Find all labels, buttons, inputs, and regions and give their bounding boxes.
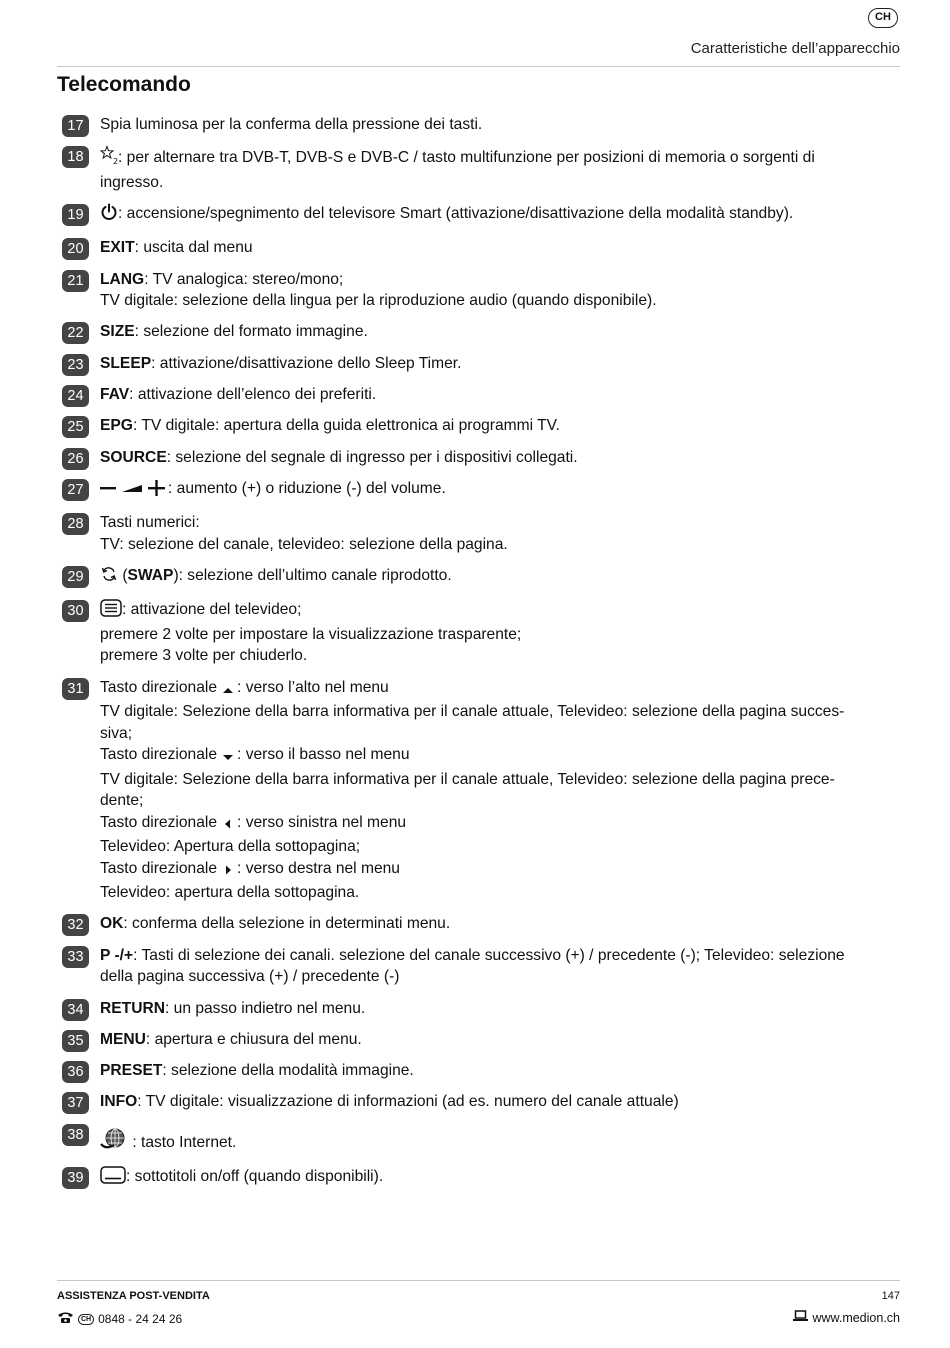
star-2-icon [100,145,118,172]
item-line [100,913,902,935]
item-text: TV digitale: Selezione della barra informativa per il canale attuale, Televideo: selezione della pagina prece- [100,770,835,788]
item-line [100,790,902,812]
item-line [100,677,902,702]
item-key-label: EXIT [100,239,135,257]
list-item [62,269,902,312]
list-item [62,565,902,590]
item-key-label: P -/+ [100,946,134,964]
list-item [62,415,902,437]
item-text: : un passo indietro nel menu. [164,999,366,1017]
item-text: premere 2 volte per impostare la visualizzazione trasparente; [100,625,522,643]
item-text: TV digitale: Selezione della barra informativa per il canale attuale, Televideo: selezione della pagina succes- [100,703,845,721]
item-number-badge: 26 [62,448,89,470]
item-number-badge: 32 [62,914,89,936]
item-line [100,321,902,343]
website [793,1310,900,1325]
item-key-label: SOURCE [100,448,167,466]
item-text: Tasto direzionale [100,678,218,696]
volume-icon [100,480,168,503]
item-text: ): selezione dell’ultimo canale riprodotto. [173,567,452,585]
item-text: Televideo: Apertura della sottopagina; [100,838,361,856]
footer-divider [57,1280,900,1281]
item-text: : selezione del segnale di ingresso per i dispositivi collegati. [166,448,578,466]
item-text: TV digitale: selezione della lingua per la riproduzione audio (quando disponibile). [100,292,657,310]
item-number-badge: 36 [62,1061,89,1083]
item-text: della pagina successiva (+) / precedente (-) [100,968,400,986]
website-link[interactable]: www.medion.ch [812,1310,900,1325]
item-text: TV: selezione del canale, televideo: selezione della pagina. [100,535,508,553]
list-item [62,114,902,136]
item-line [100,836,902,858]
list-item [62,1166,902,1191]
header-title: Caratteristiche dell’apparecchio [690,40,900,57]
item-key-label: LANG [100,270,145,288]
item-text: : sottotitoli on/off (quando disponibili). [126,1168,384,1186]
item-line [100,744,902,769]
item-number-badge: 18 [62,146,89,168]
item-number-badge: 19 [62,204,89,226]
item-text: dente; [100,792,144,810]
item-key-label: SLEEP [100,354,152,372]
subtitle-icon [100,1166,126,1191]
item-text: : selezione del formato immagine. [134,323,368,341]
service-phone [57,1311,182,1327]
list-item [62,998,902,1020]
item-key-label: RETURN [100,999,165,1017]
list-item [62,913,902,935]
item-line [100,534,902,556]
teletext-icon [100,599,122,624]
header-divider [57,66,900,67]
item-number-badge: 34 [62,999,89,1021]
item-key-label: INFO [100,1093,138,1111]
list-item [62,512,902,555]
item-line [100,701,902,723]
item-line [100,1091,902,1113]
item-text: siva; [100,724,133,742]
item-text: Tasti numerici: [100,514,200,532]
list-item [62,447,902,469]
arrow-up-icon [221,680,235,702]
item-number-badge: 31 [62,678,89,700]
item-line [100,290,902,312]
item-line [100,945,902,967]
item-key-label: MENU [100,1030,146,1048]
list-item [62,145,902,193]
item-line [100,998,902,1020]
item-number-badge: 27 [62,479,89,501]
item-text: premere 3 volte per chiuderlo. [100,647,308,665]
laptop-icon [793,1310,808,1325]
phone-country-badge: CH [78,1314,94,1325]
item-line [100,812,902,837]
item-key-label: FAV [100,386,130,404]
item-text: ingresso. [100,173,164,191]
item-number-badge: 25 [62,416,89,438]
item-key-label: PRESET [100,1062,163,1080]
item-text: : apertura e chiusura del menu. [145,1030,362,1048]
item-text: : attivazione del televideo; [122,601,302,619]
item-text: : TV analogica: stereo/mono; [144,270,344,288]
item-key-label: EPG [100,417,133,435]
arrow-right-icon [221,861,235,883]
item-text: : per alternare tra DVB-T, DVB-S e DVB-C / tasto multifunzione per posizioni di memoria o sorgenti di [118,149,815,167]
item-number-badge: 23 [62,354,89,376]
item-line [100,447,902,469]
remote-control-list [62,114,902,1200]
list-item [62,203,902,228]
item-text: : Tasti di selezione dei canali. selezione del canale successivo (+) / precedente (-); Televideo: selezione [133,946,845,964]
list-item [62,945,902,988]
item-line [100,1166,902,1191]
item-number-badge: 17 [62,115,89,137]
item-number-badge: 24 [62,385,89,407]
country-badge: CH [868,8,898,28]
arrow-down-icon [221,747,235,769]
telephone-icon [57,1311,74,1327]
item-line [100,478,902,503]
item-line [100,203,902,228]
list-item [62,1029,902,1051]
item-text: : accensione/spegnimento del televisore Smart (attivazione/disattivazione della modalità standby). [118,205,794,223]
list-item [62,237,902,259]
item-line [100,723,902,745]
item-text-suffix: : verso sinistra nel menu [237,813,407,831]
item-line [100,1060,902,1082]
item-line [100,114,902,136]
item-number-badge: 20 [62,238,89,260]
item-line [100,645,902,667]
item-number-badge: 28 [62,513,89,535]
list-item [62,1060,902,1082]
item-number-badge: 33 [62,946,89,968]
item-line [100,1123,902,1157]
power-icon [100,203,118,228]
list-item [62,353,902,375]
item-text: : aumento (+) o riduzione (-) del volume. [168,479,446,497]
item-number-badge: 22 [62,322,89,344]
item-text: : tasto Internet. [128,1133,237,1151]
svg-text:2: 2 [113,157,118,166]
item-number-badge: 35 [62,1030,89,1052]
list-item [62,384,902,406]
item-text: : TV digitale: visualizzazione di informazioni (ad es. numero del canale attuale) [137,1093,679,1111]
section-title: Telecomando [57,73,191,96]
item-number-badge: 29 [62,566,89,588]
item-line [100,858,902,883]
item-key-label: SIZE [100,323,135,341]
item-text-prefix: ( [118,567,128,585]
item-number-badge: 37 [62,1092,89,1114]
item-line [100,882,902,904]
item-text: Spia luminosa per la conferma della pressione dei tasti. [100,116,483,133]
item-text: : TV digitale: apertura della guida elettronica ai programmi TV. [132,417,560,435]
item-text: : uscita dal menu [134,239,253,257]
phone-number: 0848 - 24 24 26 [98,1312,183,1326]
list-item [62,599,902,667]
item-key-label: OK [100,915,124,933]
internet-globe-icon [100,1128,128,1157]
item-line [100,565,902,590]
list-item [62,1091,902,1113]
list-item [62,321,902,343]
item-line [100,769,902,791]
item-line [100,237,902,259]
item-line [100,269,902,291]
swap-icon [100,565,118,590]
page-number: 147 [881,1290,900,1302]
list-item [62,677,902,904]
item-text-suffix: : verso destra nel menu [237,859,400,877]
item-line [100,172,902,194]
item-text-suffix: : verso l’alto nel menu [237,678,389,696]
item-number-badge: 38 [62,1124,89,1146]
list-item [62,478,902,503]
item-line [100,145,902,172]
item-text: : attivazione dell’elenco dei preferiti. [129,386,377,404]
list-item [62,1123,902,1157]
item-text-suffix: : verso il basso nel menu [237,746,410,764]
item-number-badge: 21 [62,270,89,292]
item-text: Tasto direzionale [100,859,218,877]
item-number-badge: 30 [62,600,89,622]
item-line [100,512,902,534]
item-line [100,966,902,988]
item-text: Televideo: apertura della sottopagina. [100,884,360,902]
item-key-label: SWAP [127,567,174,585]
arrow-left-icon [221,815,235,837]
item-line [100,384,902,406]
item-number-badge: 39 [62,1167,89,1189]
item-line [100,624,902,646]
item-line [100,353,902,375]
item-text: : attivazione/disattivazione dello Sleep Timer. [151,354,462,372]
item-text: Tasto direzionale [100,813,218,831]
item-line [100,1029,902,1051]
item-text: Tasto direzionale [100,746,218,764]
service-label: ASSISTENZA POST-VENDITA [57,1290,210,1302]
item-line [100,415,902,437]
item-text: : selezione della modalità immagine. [162,1062,414,1080]
item-line [100,599,902,624]
item-text: : conferma della selezione in determinati menu. [123,915,451,933]
